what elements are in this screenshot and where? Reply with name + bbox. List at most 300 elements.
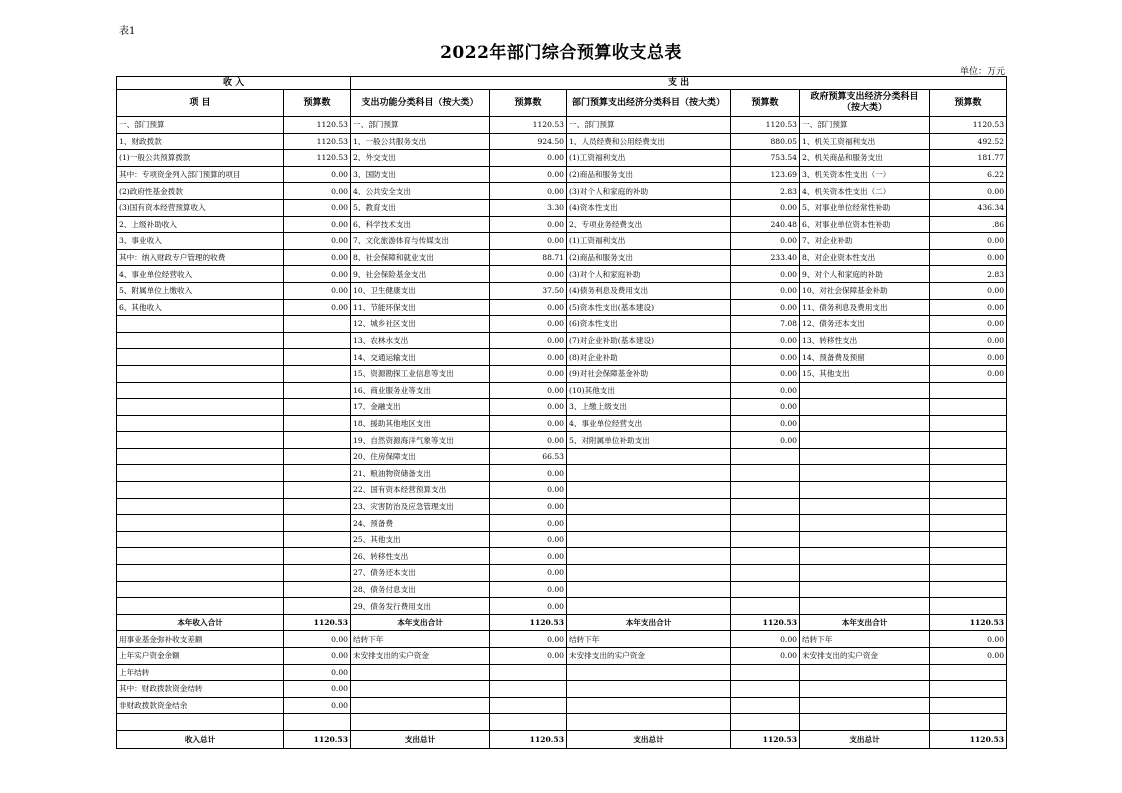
budget-value-cell: 6.22 [930, 166, 1007, 183]
item-label-cell: (5)资本性支出(基本建设) [567, 299, 731, 316]
budget-value-cell: 0.00 [731, 631, 800, 648]
budget-value-cell [490, 714, 567, 731]
budget-value-cell [731, 598, 800, 615]
item-label-cell: 本年支出合计 [567, 614, 731, 631]
item-label-cell: 3、机关资本性支出（一） [800, 166, 930, 183]
item-label-cell: 本年支出合计 [351, 614, 490, 631]
item-label-cell [567, 465, 731, 482]
budget-value-cell: 0.00 [490, 233, 567, 250]
budget-value-cell [731, 465, 800, 482]
table-row [117, 448, 1007, 465]
item-label-cell [117, 565, 284, 582]
budget-value-cell: 0.00 [490, 631, 567, 648]
item-label-cell [117, 598, 284, 615]
item-label-cell: 3、事业收入 [117, 233, 284, 250]
table-row [117, 697, 1007, 714]
item-label-cell: 9、社会保险基金支出 [351, 266, 490, 283]
budget-value-cell [284, 498, 351, 515]
budget-value-cell: 0.00 [490, 183, 567, 200]
table-row [117, 631, 1007, 648]
item-label-cell [567, 531, 731, 548]
table-row [117, 233, 1007, 250]
item-label-cell: 6、其他收入 [117, 299, 284, 316]
budget-value-cell: 1120.53 [930, 614, 1007, 631]
budget-value-cell: 0.00 [731, 648, 800, 665]
table-row [117, 482, 1007, 499]
budget-value-cell: 0.00 [490, 216, 567, 233]
table-row [117, 598, 1007, 615]
budget-value-cell: 0.00 [930, 648, 1007, 665]
item-label-cell [567, 482, 731, 499]
table-row [117, 531, 1007, 548]
budget-value-cell [284, 565, 351, 582]
item-label-cell [800, 382, 930, 399]
budget-value-cell: 0.00 [930, 349, 1007, 366]
budget-value-cell: 1120.53 [284, 117, 351, 134]
item-label-cell: 19、自然资源海洋气象等支出 [351, 432, 490, 449]
budget-value-cell [930, 681, 1007, 698]
item-label-cell [800, 548, 930, 565]
budget-value-cell: 0.00 [490, 598, 567, 615]
item-label-cell: 未安排支出的实户资金 [800, 648, 930, 665]
budget-value-cell: 1120.53 [490, 730, 567, 748]
budget-value-cell [284, 365, 351, 382]
budget-value-cell: 0.00 [490, 150, 567, 167]
item-label-cell: 10、卫生健康支出 [351, 282, 490, 299]
item-label-cell: (3)对个人和家庭的补助 [567, 183, 731, 200]
budget-value-cell: 66.53 [490, 448, 567, 465]
budget-value-cell [930, 515, 1007, 532]
budget-value-cell [490, 681, 567, 698]
item-label-cell: 一、部门预算 [800, 117, 930, 134]
item-label-cell: 2、专项业务经费支出 [567, 216, 731, 233]
item-label-cell: 16、商业服务业等支出 [351, 382, 490, 399]
budget-value-cell [490, 697, 567, 714]
item-label-cell: (9)对社会保障基金补助 [567, 365, 731, 382]
budget-value-cell [930, 565, 1007, 582]
item-label-cell [567, 581, 731, 598]
col-func-header: 支出功能分类科目（按大类） [351, 90, 490, 117]
budget-value-cell: 0.00 [490, 349, 567, 366]
budget-value-cell: 0.00 [490, 565, 567, 582]
item-label-cell: 上年结转 [117, 664, 284, 681]
item-label-cell: 4、机关资本性支出（二） [800, 183, 930, 200]
table-row [117, 349, 1007, 366]
budget-value-cell [731, 581, 800, 598]
item-label-cell: 4、事业单位经营收入 [117, 266, 284, 283]
budget-value-cell [930, 465, 1007, 482]
budget-value-cell: 0.00 [731, 382, 800, 399]
item-label-cell: 9、对个人和家庭的补助 [800, 266, 930, 283]
item-label-cell [800, 448, 930, 465]
subtotal-row [117, 614, 1007, 631]
item-label-cell: 未安排支出的实户资金 [567, 648, 731, 665]
item-label-cell: 23、灾害防治及应急管理支出 [351, 498, 490, 515]
budget-value-cell: 0.00 [930, 183, 1007, 200]
budget-value-cell [490, 664, 567, 681]
budget-value-cell: 0.00 [930, 282, 1007, 299]
budget-value-cell [930, 548, 1007, 565]
item-label-cell: 1、机关工资福利支出 [800, 133, 930, 150]
item-label-cell: 25、其他支出 [351, 531, 490, 548]
item-label-cell [800, 465, 930, 482]
item-label-cell [117, 465, 284, 482]
budget-value-cell [731, 482, 800, 499]
item-label-cell: 5、教育支出 [351, 199, 490, 216]
item-label-cell [567, 515, 731, 532]
item-label-cell [117, 548, 284, 565]
budget-value-cell: 181.77 [930, 150, 1007, 167]
item-label-cell: (3)对个人和家庭补助 [567, 266, 731, 283]
income-header: 收 入 [117, 77, 351, 90]
item-label-cell [117, 365, 284, 382]
table-row [117, 498, 1007, 515]
item-label-cell: 29、债务发行费用支出 [351, 598, 490, 615]
col-budget-header: 预算数 [731, 90, 800, 117]
budget-value-cell: 0.00 [284, 249, 351, 266]
table-row [117, 465, 1007, 482]
item-label-cell [800, 681, 930, 698]
item-label-cell: (7)对企业补助(基本建设) [567, 332, 731, 349]
budget-value-cell: 0.00 [731, 332, 800, 349]
table-row [117, 166, 1007, 183]
budget-value-cell: 0.00 [490, 382, 567, 399]
item-label-cell: 6、科学技术支出 [351, 216, 490, 233]
item-label-cell [800, 697, 930, 714]
item-label-cell [351, 664, 490, 681]
budget-value-cell [930, 714, 1007, 731]
item-label-cell: 1、一般公共服务支出 [351, 133, 490, 150]
budget-value-cell: 1120.53 [490, 117, 567, 134]
budget-value-cell: 0.00 [731, 299, 800, 316]
budget-value-cell [284, 432, 351, 449]
item-label-cell [117, 415, 284, 432]
budget-value-cell [930, 664, 1007, 681]
item-label-cell: 其中：财政拨款资金结转 [117, 681, 284, 698]
budget-value-cell [930, 498, 1007, 515]
table-row [117, 681, 1007, 698]
budget-value-cell: 0.00 [490, 548, 567, 565]
budget-value-cell: 0.00 [930, 249, 1007, 266]
item-label-cell: 上年实户资金余额 [117, 648, 284, 665]
item-label-cell [117, 399, 284, 416]
item-label-cell [567, 697, 731, 714]
budget-value-cell: 2.83 [930, 266, 1007, 283]
item-label-cell: 5、附属单位上缴收入 [117, 282, 284, 299]
budget-value-cell [731, 681, 800, 698]
table-row [117, 565, 1007, 582]
item-label-cell: 7、文化旅游体育与传媒支出 [351, 233, 490, 250]
item-label-cell: 3、上缴上级支出 [567, 399, 731, 416]
col-dept-econ-header: 部门预算支出经济分类科目（按大类） [567, 90, 731, 117]
item-label-cell: 18、援助其他地区支出 [351, 415, 490, 432]
item-label-cell: 14、交通运输支出 [351, 349, 490, 366]
table-row [117, 515, 1007, 532]
budget-value-cell [284, 448, 351, 465]
budget-value-cell [930, 531, 1007, 548]
table-row [117, 332, 1007, 349]
item-label-cell [117, 448, 284, 465]
budget-value-cell: 0.00 [490, 531, 567, 548]
budget-value-cell [284, 598, 351, 615]
item-label-cell: 4、公共安全支出 [351, 183, 490, 200]
budget-value-cell: 1120.53 [731, 117, 800, 134]
item-label-cell: 7、对企业补助 [800, 233, 930, 250]
budget-value-cell: 0.00 [731, 282, 800, 299]
item-label-cell [117, 714, 284, 731]
item-label-cell: 11、节能环保支出 [351, 299, 490, 316]
budget-value-cell: 0.00 [490, 266, 567, 283]
budget-value-cell: 0.00 [731, 233, 800, 250]
item-label-cell: 用事业基金弥补收支差额 [117, 631, 284, 648]
budget-value-cell: 0.00 [284, 183, 351, 200]
item-label-cell: 24、预备费 [351, 515, 490, 532]
item-label-cell [117, 332, 284, 349]
budget-value-cell: 0.00 [284, 166, 351, 183]
budget-value-cell: 1120.53 [490, 614, 567, 631]
budget-value-cell: 0.00 [284, 648, 351, 665]
item-label-cell [800, 531, 930, 548]
item-label-cell [567, 565, 731, 582]
col-item-header: 项 目 [117, 90, 284, 117]
table-row [117, 266, 1007, 283]
budget-value-cell: 0.00 [284, 233, 351, 250]
budget-value-cell: 436.34 [930, 199, 1007, 216]
budget-value-cell: 0.00 [930, 299, 1007, 316]
item-label-cell: 其中：纳入财政专户管理的收费 [117, 249, 284, 266]
budget-value-cell [930, 482, 1007, 499]
item-label-cell: (4)资本性支出 [567, 199, 731, 216]
table-row [117, 648, 1007, 665]
budget-value-cell: 0.00 [284, 266, 351, 283]
budget-value-cell [930, 382, 1007, 399]
item-label-cell: 17、金融支出 [351, 399, 490, 416]
item-label-cell: 未安排支出的实户资金 [351, 648, 490, 665]
item-label-cell [800, 714, 930, 731]
item-label-cell: 21、粮油物资储备支出 [351, 465, 490, 482]
item-label-cell: 1、财政拨款 [117, 133, 284, 150]
budget-value-cell: 0.00 [490, 465, 567, 482]
budget-value-cell [731, 565, 800, 582]
item-label-cell: 15、资源勘探工业信息等支出 [351, 365, 490, 382]
budget-value-cell [731, 448, 800, 465]
budget-value-cell [284, 465, 351, 482]
budget-value-cell: 0.00 [731, 432, 800, 449]
item-label-cell: 本年收入合计 [117, 614, 284, 631]
item-label-cell: 15、其他支出 [800, 365, 930, 382]
budget-value-cell [284, 382, 351, 399]
item-label-cell: 一、部门预算 [351, 117, 490, 134]
item-label-cell: (1)工资福利支出 [567, 150, 731, 167]
item-label-cell: 一、部门预算 [117, 117, 284, 134]
budget-value-cell: 37.50 [490, 282, 567, 299]
budget-value-cell: 0.00 [490, 332, 567, 349]
item-label-cell: (3)国有资本经营预算收入 [117, 199, 284, 216]
item-label-cell [117, 531, 284, 548]
table-row [117, 581, 1007, 598]
table-row [117, 415, 1007, 432]
item-label-cell: 结转下年 [351, 631, 490, 648]
header-row-1 [117, 77, 1007, 90]
budget-value-cell: 0.00 [490, 316, 567, 333]
budget-value-cell [284, 548, 351, 565]
budget-table [116, 76, 1007, 749]
item-label-cell: 14、预备费及预留 [800, 349, 930, 366]
budget-value-cell: 0.00 [490, 399, 567, 416]
item-label-cell: (6)资本性支出 [567, 316, 731, 333]
budget-value-cell [731, 697, 800, 714]
budget-value-cell [284, 531, 351, 548]
budget-value-cell: 123.69 [731, 166, 800, 183]
item-label-cell [567, 448, 731, 465]
table-row [117, 432, 1007, 449]
budget-value-cell: 0.00 [490, 415, 567, 432]
budget-value-cell: .86 [930, 216, 1007, 233]
table-row [117, 133, 1007, 150]
item-label-cell [351, 681, 490, 698]
budget-value-cell [930, 697, 1007, 714]
item-label-cell: 26、转移性支出 [351, 548, 490, 565]
item-label-cell [351, 714, 490, 731]
budget-value-cell [284, 399, 351, 416]
item-label-cell: 12、债务还本支出 [800, 316, 930, 333]
item-label-cell: 结转下年 [800, 631, 930, 648]
budget-value-cell [284, 581, 351, 598]
item-label-cell: 28、债务付息支出 [351, 581, 490, 598]
table-row [117, 664, 1007, 681]
item-label-cell [117, 515, 284, 532]
item-label-cell: 8、社会保障和就业支出 [351, 249, 490, 266]
item-label-cell [567, 664, 731, 681]
budget-value-cell: 0.00 [284, 697, 351, 714]
budget-value-cell: 0.00 [731, 365, 800, 382]
item-label-cell: 4、事业单位经营支出 [567, 415, 731, 432]
budget-value-cell: 233.40 [731, 249, 800, 266]
budget-value-cell: 7.08 [731, 316, 800, 333]
budget-value-cell: 492.52 [930, 133, 1007, 150]
item-label-cell: 非财政拨款资金结余 [117, 697, 284, 714]
item-label-cell: 一、部门预算 [567, 117, 731, 134]
budget-value-cell: 0.00 [490, 365, 567, 382]
table-tag: 表1 [119, 26, 136, 37]
item-label-cell: 8、对企业资本性支出 [800, 249, 930, 266]
item-label-cell [567, 498, 731, 515]
budget-value-cell: 0.00 [930, 233, 1007, 250]
item-label-cell [117, 498, 284, 515]
item-label-cell: 本年支出合计 [800, 614, 930, 631]
header-row-2 [117, 90, 1007, 117]
budget-value-cell [930, 448, 1007, 465]
budget-value-cell: 88.71 [490, 249, 567, 266]
budget-value-cell [284, 349, 351, 366]
item-label-cell [117, 482, 284, 499]
budget-value-cell: 1120.53 [731, 730, 800, 748]
item-label-cell: 1、人员经费和公用经费支出 [567, 133, 731, 150]
budget-value-cell: 0.00 [284, 681, 351, 698]
item-label-cell [800, 598, 930, 615]
budget-value-cell: 0.00 [284, 282, 351, 299]
item-label-cell [800, 565, 930, 582]
item-label-cell: 27、债务还本支出 [351, 565, 490, 582]
table-row [117, 548, 1007, 565]
item-label-cell: 支出总计 [800, 730, 930, 748]
item-label-cell [800, 498, 930, 515]
col-budget-header: 预算数 [930, 90, 1007, 117]
table-row [117, 316, 1007, 333]
item-label-cell: 6、对事业单位资本性补助 [800, 216, 930, 233]
item-label-cell: 5、对事业单位经常性补助 [800, 199, 930, 216]
item-label-cell: 其中：专项资金列入部门预算的项目 [117, 166, 284, 183]
budget-value-cell: 0.00 [930, 631, 1007, 648]
item-label-cell [800, 664, 930, 681]
budget-value-cell: 0.00 [284, 631, 351, 648]
item-label-cell: 结转下年 [567, 631, 731, 648]
budget-value-cell [284, 415, 351, 432]
item-label-cell [117, 432, 284, 449]
budget-value-cell: 0.00 [490, 432, 567, 449]
budget-value-cell [284, 482, 351, 499]
budget-value-cell: 1120.53 [284, 614, 351, 631]
budget-value-cell: 0.00 [490, 498, 567, 515]
item-label-cell: 3、国防支出 [351, 166, 490, 183]
budget-value-cell: 0.00 [490, 166, 567, 183]
table-row [117, 399, 1007, 416]
item-label-cell [800, 515, 930, 532]
item-label-cell [567, 548, 731, 565]
budget-value-cell [731, 714, 800, 731]
budget-value-cell [284, 714, 351, 731]
budget-value-cell: 3.30 [490, 199, 567, 216]
budget-value-cell: 0.00 [284, 216, 351, 233]
budget-value-cell: 0.00 [490, 299, 567, 316]
item-label-cell [800, 482, 930, 499]
budget-value-cell [731, 515, 800, 532]
item-label-cell: 10、对社会保障基金补助 [800, 282, 930, 299]
table-row [117, 117, 1007, 134]
item-label-cell [800, 581, 930, 598]
col-budget-header: 预算数 [490, 90, 567, 117]
item-label-cell [351, 697, 490, 714]
budget-value-cell: 0.00 [930, 332, 1007, 349]
budget-value-cell [731, 498, 800, 515]
budget-value-cell: 0.00 [731, 349, 800, 366]
item-label-cell: (4)债务利息及费用支出 [567, 282, 731, 299]
table-row [117, 282, 1007, 299]
budget-value-cell [284, 515, 351, 532]
item-label-cell: (1)工资福利支出 [567, 233, 731, 250]
table-row [117, 216, 1007, 233]
item-label-cell: 13、农林水支出 [351, 332, 490, 349]
item-label-cell [800, 432, 930, 449]
unit-label: 单位：万元 [959, 67, 1005, 77]
budget-value-cell [284, 332, 351, 349]
item-label-cell: (2)政府性基金拨款 [117, 183, 284, 200]
budget-value-cell: 0.00 [731, 199, 800, 216]
budget-value-cell: 1120.53 [284, 150, 351, 167]
table-row [117, 150, 1007, 167]
item-label-cell: 20、住房保障支出 [351, 448, 490, 465]
item-label-cell: 22、国有资本经营预算支出 [351, 482, 490, 499]
item-label-cell: 13、转移性支出 [800, 332, 930, 349]
budget-value-cell: 880.05 [731, 133, 800, 150]
budget-value-cell: 1120.53 [731, 614, 800, 631]
budget-value-cell: 924.50 [490, 133, 567, 150]
budget-value-cell: 0.00 [731, 415, 800, 432]
item-label-cell: 11、债务利息及费用支出 [800, 299, 930, 316]
item-label-cell: (2)商品和服务支出 [567, 166, 731, 183]
item-label-cell [567, 598, 731, 615]
budget-value-cell: 0.00 [930, 365, 1007, 382]
